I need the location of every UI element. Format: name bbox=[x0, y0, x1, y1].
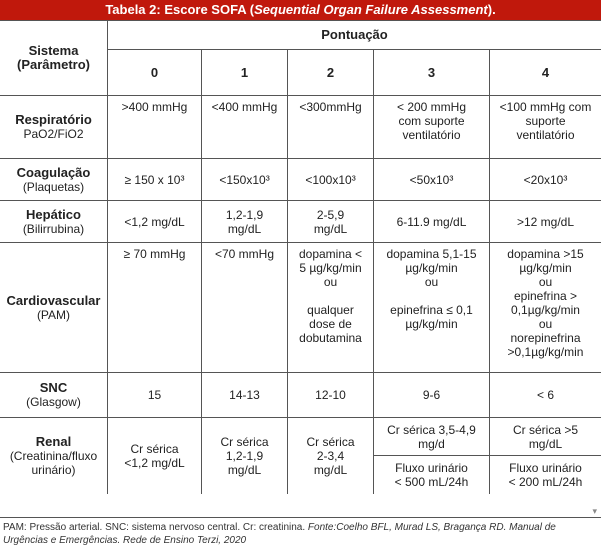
row-renal-system bbox=[0, 418, 108, 494]
footnote bbox=[3, 521, 593, 547]
header-system bbox=[0, 21, 108, 96]
header-col-0 bbox=[108, 50, 202, 96]
row-renal-name: Renal bbox=[35, 434, 72, 449]
row-hepatico-score-0: <1,2 mg/dL bbox=[108, 201, 202, 243]
row-renal-score-1: Cr sérica 1,2-1,9 mg/dL bbox=[202, 418, 288, 494]
row-renal-score-4-creatinina: Cr sérica >5 mg/dL bbox=[490, 418, 601, 456]
row-snc-score-4: < 6 bbox=[490, 373, 601, 418]
row-cardiovascular-param: (PAM) bbox=[36, 307, 71, 322]
row-cardiovascular-name: Cardiovascular bbox=[6, 292, 101, 308]
table-title-suffix: ). bbox=[487, 2, 496, 17]
header-system-label: Sistema (Parâmetro) bbox=[17, 43, 90, 72]
row-snc-score-0: 15 bbox=[108, 373, 202, 418]
row-respiratorio-score-2: <300mmHg bbox=[288, 96, 374, 159]
header-col-4-label: 4 bbox=[541, 64, 550, 80]
header-col-1-label: 1 bbox=[240, 64, 249, 80]
header-col-2 bbox=[288, 50, 374, 96]
row-cardiovascular-score-2 bbox=[288, 243, 374, 373]
row-cardiovascular-score-4: dopamina >15 µg/kg/min ou epinefrina > 0,1µg/kg/min ou norepinefrina >0,1µg/kg/min bbox=[490, 243, 601, 373]
row-coagulacao-param: (Plaquetas) bbox=[22, 179, 85, 194]
row-snc-system bbox=[0, 373, 108, 418]
row-cardiovascular-score-1: <70 mmHg bbox=[202, 243, 288, 373]
row-respiratorio-name: Respiratório bbox=[15, 112, 92, 127]
row-cardiovascular-score-3 bbox=[374, 243, 490, 373]
row-snc-score-1: 14-13 bbox=[202, 373, 288, 418]
row-coagulacao-score-4: <20x10³ bbox=[490, 159, 601, 201]
header-score-label: Pontuação bbox=[321, 27, 388, 42]
row-cardiovascular-score-2-dobutamina: qualquer dose de dobutamina bbox=[299, 303, 362, 345]
row-snc-score-2: 12-10 bbox=[288, 373, 374, 418]
row-renal-param: (Creatinina/fluxo urinário) bbox=[9, 449, 98, 477]
header-col-1 bbox=[202, 50, 288, 96]
row-cardiovascular-score-3-epinefrina: epinefrina ≤ 0,1 µg/kg/min bbox=[390, 303, 473, 331]
row-renal-score-2: Cr sérica 2-3,4 mg/dL bbox=[288, 418, 374, 494]
row-snc-param: (Glasgow) bbox=[26, 395, 81, 409]
row-coagulacao-score-1: <150x10³ bbox=[202, 159, 288, 201]
row-coagulacao-score-0: ≥ 150 x 10³ bbox=[108, 159, 202, 201]
header-col-2-label: 2 bbox=[326, 64, 335, 80]
row-respiratorio-score-1: <400 mmHg bbox=[202, 96, 288, 159]
row-hepatico-score-4: >12 mg/dL bbox=[490, 201, 601, 243]
row-respiratorio-system bbox=[0, 96, 108, 159]
table-title bbox=[0, 0, 601, 20]
header-col-4 bbox=[490, 50, 601, 96]
row-hepatico-system bbox=[0, 201, 108, 243]
expand-chevron-icon[interactable]: ▾ bbox=[592, 506, 597, 516]
footnote-source: Fonte:Coelho BFL, Murad LS, Bragança RD. Manual de Urgências e Emergências. Rede de Ensino Terzi, 2020 bbox=[3, 522, 556, 546]
row-renal-score-4-fluxo: Fluxo urinário < 200 mL/24h bbox=[508, 461, 583, 489]
row-respiratorio-score-4: <100 mmHg com suporte ventilatório bbox=[490, 96, 601, 159]
row-snc-name: SNC bbox=[39, 380, 68, 395]
row-hepatico-score-2: 2-5,9 mg/dL bbox=[288, 201, 374, 243]
header-score bbox=[108, 21, 601, 50]
row-renal-score-3-fluxo: Fluxo urinário < 500 mL/24h bbox=[374, 456, 490, 494]
row-hepatico-score-1: 1,2-1,9 mg/dL bbox=[202, 201, 288, 243]
table-title-italic: Sequential Organ Failure Assessment bbox=[254, 2, 488, 17]
row-hepatico-score-3: 6-11.9 mg/dL bbox=[374, 201, 490, 243]
header-col-3-label: 3 bbox=[427, 64, 436, 80]
row-respiratorio-param: PaO2/FiO2 bbox=[23, 127, 84, 141]
table-title-prefix: Tabela 2: Escore SOFA ( bbox=[105, 2, 255, 17]
row-respiratorio-score-0: >400 mmHg bbox=[108, 96, 202, 159]
row-renal-score-0: Cr sérica <1,2 mg/dL bbox=[108, 418, 202, 494]
row-cardiovascular-score-2-dopamina: dopamina < 5 µg/kg/min ou bbox=[298, 247, 363, 289]
footnote-plain: PAM: Pressão arterial. SNC: sistema nervoso central. Cr: creatinina. bbox=[3, 522, 308, 533]
row-cardiovascular-system bbox=[0, 243, 108, 373]
row-hepatico-param: (Bilirrubina) bbox=[22, 221, 85, 236]
row-renal-score-3-creatinina: Cr sérica 3,5-4,9 mg/d bbox=[374, 418, 490, 456]
header-col-3 bbox=[374, 50, 490, 96]
row-coagulacao-name: Coagulação bbox=[16, 164, 91, 180]
row-coagulacao-system bbox=[0, 159, 108, 201]
row-cardiovascular-score-3-dopamina: dopamina 5,1-15 µg/kg/min ou bbox=[386, 247, 477, 289]
row-coagulacao-score-3: <50x10³ bbox=[374, 159, 490, 201]
row-coagulacao-score-2: <100x10³ bbox=[288, 159, 374, 201]
header-col-0-label: 0 bbox=[150, 64, 159, 80]
sofa-table bbox=[0, 20, 601, 518]
row-hepatico-name: Hepático bbox=[26, 206, 81, 222]
row-cardiovascular-score-0: ≥ 70 mmHg bbox=[108, 243, 202, 373]
row-respiratorio-score-3: < 200 mmHg com suporte ventilatório bbox=[374, 96, 490, 159]
row-snc-score-3: 9-6 bbox=[374, 373, 490, 418]
